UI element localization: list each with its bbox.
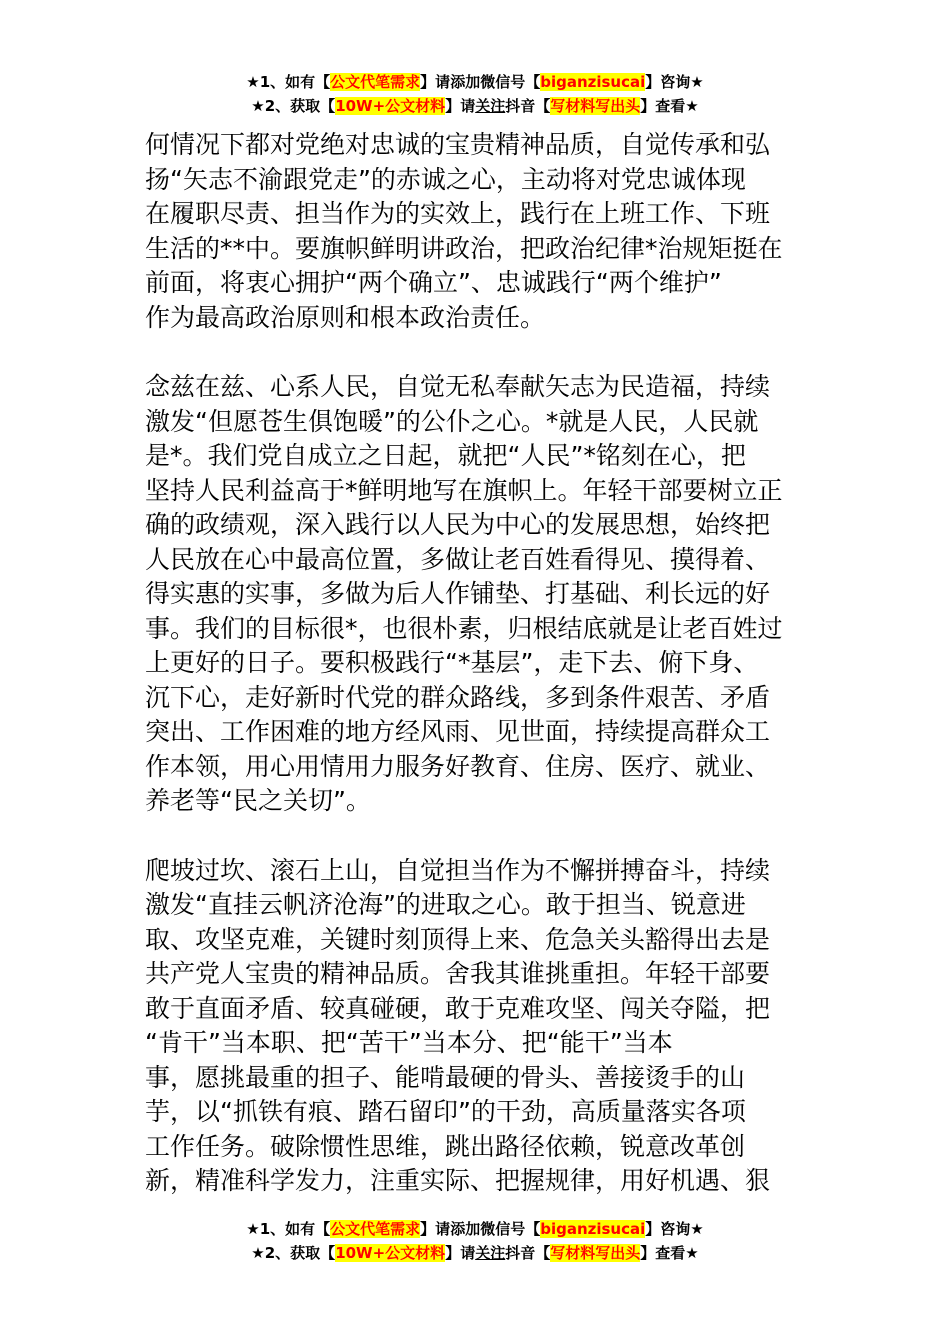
footer-line-2 — [0, 1241, 950, 1265]
header-line-1-emphasis: 添加 — [450, 73, 481, 91]
text-line: 取、攻坚克难，关键时刻顶得上来、危急关头豁得出去是 — [145, 924, 771, 954]
text-line: 爬坡过坎、滚石上山，自觉担当作为不懈拼搏奋斗，持续 — [145, 855, 771, 885]
footer-line-2-suffix: 】查看★ — [640, 1244, 699, 1262]
text-line: 沉下心，走好新时代党的群众路线，多到条件艰苦、矛盾 — [145, 682, 771, 712]
header-line-2-text-2: 抖音【 — [505, 97, 551, 115]
text-line: 作为最高政治原则和根本政治责任。 — [145, 302, 546, 332]
footer-highlight-wechat-id: biganzisucai — [540, 1220, 646, 1238]
header-line-1-text-2: 微信号【 — [480, 73, 541, 91]
text-line: 共产党人宝贵的精神品质。舍我其谁挑重担。年轻干部要 — [145, 959, 771, 988]
text-line: 扬“矢志不渝跟党走”的赤诚之心，主动将对党忠诚体现 — [145, 164, 746, 194]
footer-line-1-prefix: ★1、如有【 — [246, 1220, 331, 1238]
text-line: 坚持人民利益高于*鲜明地写在旗帜上。年轻干部要树立正 — [145, 475, 783, 505]
header-highlight-service: 公文代笔需求 — [330, 73, 421, 91]
footer-line-2-underlined: 关注 — [475, 1244, 506, 1262]
text-line: 养老等“民之关切”。 — [145, 786, 371, 815]
header-highlight-materials: 10W+公文材料 — [335, 97, 446, 115]
header-line-2-underlined: 关注 — [475, 97, 506, 115]
footer-banner — [0, 1217, 950, 1265]
paragraph-responsibility — [145, 854, 805, 1199]
footer-highlight-douyin: 写材料写出头 — [550, 1244, 641, 1262]
text-line: 得实惠的实事，多做为后人作铺垫、打基础、利长远的好 — [145, 579, 771, 608]
footer-line-1-text: 】请 — [420, 1220, 451, 1238]
footer-line-2-text: 】请 — [445, 1244, 476, 1262]
header-line-1 — [0, 70, 950, 94]
text-line: 生活的**中。要旗帜鲜明讲政治，把政治纪律*治规矩挺在 — [145, 233, 783, 263]
header-line-2 — [0, 94, 950, 118]
text-line: 突出、工作困难的地方经风雨、见世面，持续提高群众工 — [145, 717, 771, 746]
header-highlight-wechat-id: biganzisucai — [540, 73, 646, 91]
text-line: 是*。我们党自成立之日起，就把“人民”*铭刻在心，把 — [145, 441, 746, 470]
paragraph-loyalty — [145, 128, 805, 335]
header-highlight-douyin: 写材料写出头 — [550, 97, 641, 115]
text-line: 事，愿挑最重的担子、能啃最硬的骨头、善接烫手的山 — [145, 1062, 746, 1092]
text-line: 新，精准科学发力，注重实际、把握规律，用好机遇、狠 — [145, 1166, 771, 1195]
paragraph-people — [145, 370, 805, 819]
header-line-1-suffix: 】咨询★ — [645, 73, 704, 91]
footer-line-1-text-2: 微信号【 — [480, 1220, 541, 1238]
text-line: 敢于直面矛盾、较真碰硬，敢于克难攻坚、闯关夺隘，把 — [145, 993, 771, 1023]
text-line: “肯干”当本职、把“苦干”当本分、把“能干”当本 — [145, 1028, 673, 1057]
header-line-1-text: 】请 — [420, 73, 451, 91]
text-line: 作本领，用心用情用力服务好教育、住房、医疗、就业、 — [145, 751, 771, 781]
document-body — [145, 128, 805, 1234]
header-banner — [0, 70, 950, 118]
footer-line-1 — [0, 1217, 950, 1241]
footer-line-1-suffix: 】咨询★ — [645, 1220, 704, 1238]
text-line: 工作任务。破除惯性思维，跳出路径依赖，锐意改革创 — [145, 1131, 746, 1161]
text-line: 激发“但愿苍生俱饱暖”的公仆之心。*就是人民，人民就 — [145, 406, 759, 436]
text-line: 确的政绩观，深入践行以人民为中心的发展思想，始终把 — [145, 510, 771, 539]
text-line: 事。我们的目标很*，也很朴素，归根结底就是让老百姓过 — [145, 613, 783, 643]
text-line: 芋，以“抓铁有痕、踏石留印”的干劲，高质量落实各项 — [145, 1097, 746, 1126]
footer-line-2-prefix: ★2、获取【 — [251, 1244, 336, 1262]
text-line: 人民放在心中最高位置，多做让老百姓看得见、摸得着、 — [145, 544, 771, 574]
header-line-2-text: 】请 — [445, 97, 476, 115]
header-line-2-suffix: 】查看★ — [640, 97, 699, 115]
header-line-1-prefix: ★1、如有【 — [246, 73, 331, 91]
footer-line-1-emphasis: 添加 — [450, 1220, 481, 1238]
footer-highlight-materials: 10W+公文材料 — [335, 1244, 446, 1262]
text-line: 上更好的日子。要积极践行“*基层”，走下去、俯下身、 — [145, 648, 759, 677]
text-line: 激发“直挂云帆济沧海”的进取之心。敢于担当、锐意进 — [145, 890, 746, 919]
header-line-2-prefix: ★2、获取【 — [251, 97, 336, 115]
text-line: 何情况下都对党绝对忠诚的宝贵精神品质，自觉传承和弘 — [145, 130, 771, 159]
text-line: 念兹在兹、心系人民，自觉无私奉献矢志为民造福，持续 — [145, 372, 771, 401]
text-line: 在履职尽责、担当作为的实效上，践行在上班工作、下班 — [145, 199, 771, 228]
text-line: 前面，将衷心拥护“两个确立”、忠诚践行“两个维护” — [145, 268, 722, 297]
footer-highlight-service: 公文代笔需求 — [330, 1220, 421, 1238]
footer-line-2-text-2: 抖音【 — [505, 1244, 551, 1262]
